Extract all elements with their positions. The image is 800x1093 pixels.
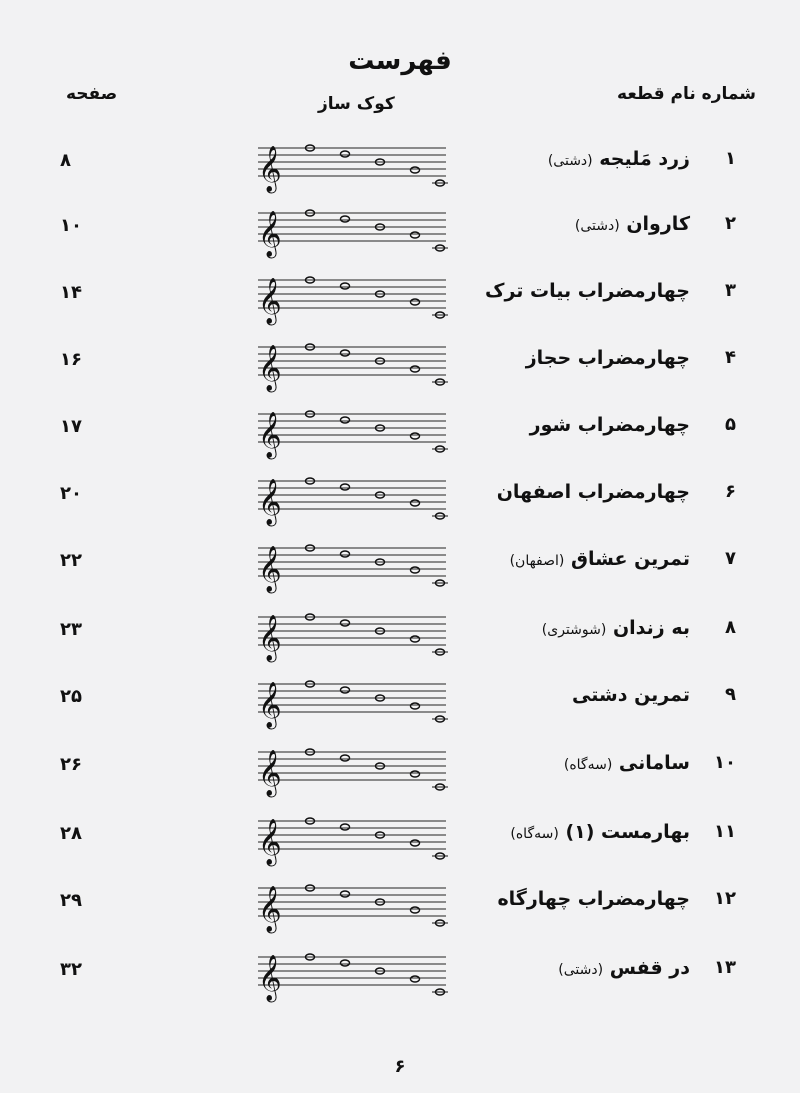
row-page: ۲۳	[60, 619, 82, 640]
contents-row	[0, 888, 800, 954]
row-number: ۴	[725, 347, 736, 368]
contents-row	[0, 548, 800, 614]
row-mode: (سه‌گاه)	[563, 757, 613, 773]
row-title	[450, 684, 690, 706]
note-icon	[411, 840, 420, 846]
row-number: ۶	[725, 481, 736, 502]
row-number: ۱	[725, 148, 736, 169]
row-title-text: چهارمضراب شور	[529, 414, 690, 436]
note-icon	[411, 907, 420, 913]
row-page: ۱۰	[60, 215, 82, 236]
row-title-text: چهارمضراب حجاز	[525, 347, 690, 369]
row-number: ۳	[725, 280, 736, 301]
row-title-text: در قفس	[609, 957, 690, 979]
row-page: ۲۰	[60, 483, 82, 504]
treble-clef-icon: 𝄞	[258, 955, 282, 1001]
row-title-text: به زندان	[612, 617, 690, 639]
row-number: ۱۲	[714, 888, 736, 909]
note-icon	[341, 891, 350, 897]
row-number: ۲	[725, 213, 736, 234]
note-icon	[411, 366, 420, 372]
header-number-title: شماره نام قطعه	[617, 84, 756, 104]
treble-clef-icon: 𝄞	[258, 546, 282, 592]
row-title	[450, 481, 690, 503]
note-icon	[411, 636, 420, 642]
row-page: ۲۶	[60, 754, 82, 775]
tuning-staff	[250, 947, 450, 1007]
row-title-text: چهارمضراب چهارگاه	[497, 888, 690, 910]
tuning-staff	[250, 337, 450, 397]
row-title	[450, 414, 690, 436]
row-title	[450, 957, 690, 979]
row-title	[450, 548, 690, 570]
row-number: ۱۱	[714, 821, 736, 842]
row-page: ۸	[60, 150, 71, 171]
note-icon	[411, 167, 420, 173]
note-icon	[341, 283, 350, 289]
treble-clef-icon: 𝄞	[258, 819, 282, 865]
treble-clef-icon: 𝄞	[258, 479, 282, 525]
note-icon	[411, 232, 420, 238]
note-icon	[411, 976, 420, 982]
header-tuning: کوک ساز	[318, 94, 395, 114]
row-page: ۲۲	[60, 550, 82, 571]
row-title-text: کاروان	[626, 213, 690, 235]
treble-clef-icon: 𝄞	[258, 615, 282, 661]
tuning-staff	[250, 742, 450, 802]
row-mode: (دشتی)	[558, 962, 604, 978]
row-title-text: چهارمضراب بیات ترک	[485, 280, 690, 302]
row-page: ۱۴	[60, 282, 82, 303]
note-icon	[341, 484, 350, 490]
note-icon	[341, 350, 350, 356]
tuning-staff	[250, 538, 450, 598]
row-title	[450, 888, 690, 910]
note-icon	[411, 567, 420, 573]
treble-clef-icon: 𝄞	[258, 412, 282, 458]
row-number: ۷	[725, 548, 736, 569]
row-page: ۱۶	[60, 349, 82, 370]
row-title-text: زرد مَلیجه	[599, 148, 690, 170]
row-title-text: بهارمست (۱)	[565, 821, 690, 843]
tuning-staff	[250, 270, 450, 330]
note-icon	[411, 703, 420, 709]
row-page: ۳۲	[60, 959, 82, 980]
treble-clef-icon: 𝄞	[258, 146, 282, 192]
row-number: ۹	[725, 684, 736, 705]
note-icon	[341, 687, 350, 693]
row-page: ۱۷	[60, 416, 82, 437]
row-title	[450, 617, 690, 639]
tuning-staff	[250, 674, 450, 734]
note-icon	[341, 417, 350, 423]
row-number: ۵	[725, 414, 736, 435]
row-title-text: چهارمضراب اصفهان	[496, 481, 690, 503]
row-title	[450, 213, 690, 235]
note-icon	[341, 620, 350, 626]
row-title-text: تمرین دشتی	[572, 684, 690, 706]
row-mode: (دشتی)	[574, 218, 620, 234]
row-number: ۱۳	[714, 957, 736, 978]
note-icon	[411, 500, 420, 506]
contents-row	[0, 684, 800, 750]
row-title-text: تمرین عشاق	[571, 548, 690, 570]
page-number: ۶	[394, 1056, 406, 1077]
row-mode: (دشتی)	[547, 153, 593, 169]
note-icon	[341, 755, 350, 761]
note-icon	[341, 551, 350, 557]
row-mode: (شوشتری)	[541, 622, 607, 638]
treble-clef-icon: 𝄞	[258, 750, 282, 796]
row-title	[450, 821, 690, 843]
row-mode: (سه‌گاه)	[510, 826, 559, 842]
tuning-staff	[250, 138, 450, 198]
note-icon	[341, 216, 350, 222]
contents-row	[0, 957, 800, 1023]
note-icon	[341, 824, 350, 830]
tuning-staff	[250, 811, 450, 871]
treble-clef-icon: 𝄞	[258, 278, 282, 324]
note-icon	[341, 960, 350, 966]
row-number: ۱۰	[714, 752, 736, 773]
header-page: صفحه	[66, 84, 118, 104]
tuning-staff	[250, 878, 450, 938]
row-mode: (اصفهان)	[509, 553, 565, 569]
row-page: ۲۹	[60, 890, 82, 911]
row-title	[450, 148, 690, 170]
row-title	[450, 347, 690, 369]
row-page: ۲۵	[60, 686, 82, 707]
note-icon	[411, 299, 420, 305]
tuning-staff	[250, 471, 450, 531]
note-icon	[341, 151, 350, 157]
treble-clef-icon: 𝄞	[258, 211, 282, 257]
note-icon	[411, 771, 420, 777]
tuning-staff	[250, 203, 450, 263]
tuning-staff	[250, 404, 450, 464]
treble-clef-icon: 𝄞	[258, 345, 282, 391]
contents-row	[0, 752, 800, 818]
row-title	[450, 752, 690, 774]
treble-clef-icon: 𝄞	[258, 682, 282, 728]
row-title-text: سامانی	[618, 752, 690, 774]
row-number: ۸	[725, 617, 736, 638]
row-title	[450, 280, 690, 302]
page-title: فهرست	[348, 46, 452, 76]
treble-clef-icon: 𝄞	[258, 886, 282, 932]
row-page: ۲۸	[60, 823, 82, 844]
note-icon	[411, 433, 420, 439]
tuning-staff	[250, 607, 450, 667]
